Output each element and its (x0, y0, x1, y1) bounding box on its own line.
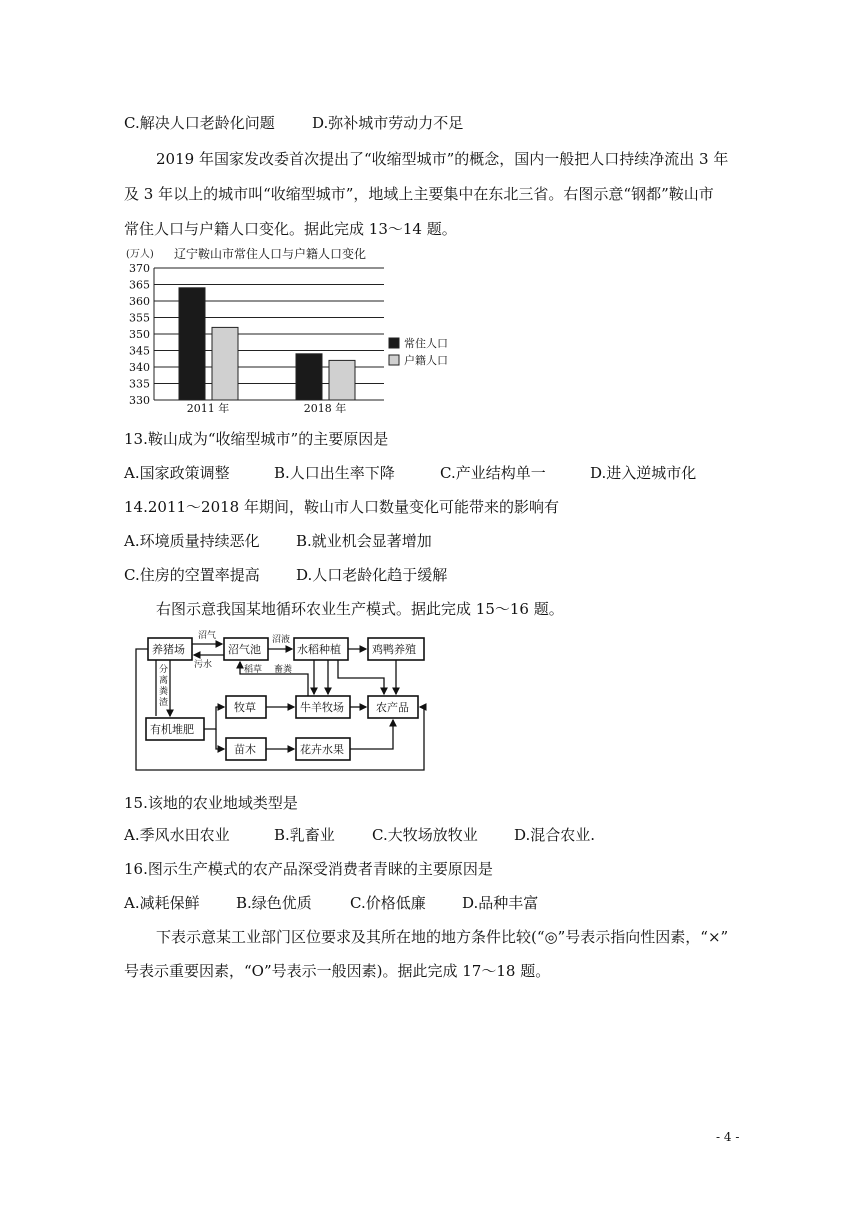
chart-legend (389, 336, 448, 367)
legend-label: 常住人口 (404, 337, 448, 350)
label-straw: 稻草 (244, 665, 263, 675)
y-axis-ticks (129, 262, 150, 407)
label-biogas: 沼气 (198, 631, 217, 641)
y-tick-label: 360 (129, 295, 150, 308)
q13-option-c: C.产业结构单一 (440, 464, 546, 482)
intro-15: 右图示意我国某地循环农业生产模式。据此完成 15～16 题。 (156, 600, 564, 618)
q15-option-c: C.大牧场放牧业 (372, 826, 478, 844)
node-grass: 牧草 (234, 701, 256, 714)
chart-title: 辽宁鞍山市常住人口与户籍人口变化 (174, 247, 367, 261)
y-tick-label: 330 (129, 394, 150, 407)
q15-option-a: A.季风水田农业 (124, 826, 230, 844)
q13-stem: 13.鞍山成为“收缩型城市”的主要原因是 (124, 430, 389, 448)
y-tick-label: 335 (129, 377, 150, 391)
bar-resident-0 (179, 288, 205, 400)
q16-stem: 16.图示生产模式的农产品深受消费者青睐的主要原因是 (124, 860, 493, 878)
q15-option-b: B.乳畜业 (274, 826, 335, 844)
y-tick-label: 345 (129, 344, 150, 358)
node-biogas: 沼气池 (228, 643, 261, 656)
bar-registered-0 (212, 327, 238, 400)
y-tick-label: 370 (129, 262, 150, 275)
node-cattle: 牛羊牧场 (300, 701, 344, 714)
q13-option-d: D.进入逆城市化 (590, 464, 697, 482)
q14-stem: 14.2011～2018 年期间，鞍山市人口数量变化可能带来的影响有 (124, 498, 559, 516)
page-number: - 4 - (716, 1130, 740, 1144)
legend-swatch (389, 338, 399, 348)
chart-unit: (万人) (126, 249, 154, 260)
y-tick-label: 340 (129, 361, 150, 374)
label-separate-manure: 分离粪渣 (159, 665, 169, 708)
legend-swatch (389, 355, 399, 365)
x-tick-label: 2018 年 (303, 402, 347, 413)
legend-label: 户籍人口 (404, 354, 448, 367)
node-flowers: 花卉水果 (300, 743, 344, 756)
bar-resident-1 (296, 354, 322, 400)
intro-13-line1: 2019 年国家发改委首次提出了“收缩型城市”的概念，国内一般把人口持续净流出 3 年 (156, 150, 729, 168)
q13-option-a: A.国家政策调整 (124, 464, 230, 482)
circular-agriculture-diagram (132, 628, 432, 776)
bar-registered-1 (329, 360, 355, 400)
q16-option-d: D.品种丰富 (462, 894, 539, 912)
q14-option-a: A.环境质量持续恶化 (124, 532, 260, 550)
q16-option-c: C.价格低廉 (350, 894, 426, 912)
node-pig-farm: 养猪场 (152, 643, 185, 656)
intro-13-line2: 及 3 年以上的城市叫“收缩型城市”，地域上主要集中在东北三省。右图示意“钢都”鞍山市 (124, 185, 714, 203)
intro-17-line1: 下表示意某工业部门区位要求及其所在地的地方条件比较(“◎”号表示指向性因素，“×” (156, 928, 729, 946)
q16-option-a: A.减耗保鲜 (124, 894, 200, 912)
node-compost: 有机堆肥 (150, 723, 194, 736)
q14-option-c: C.住房的空置率提高 (124, 566, 260, 584)
q14-option-d: D.人口老龄化趋于缓解 (296, 566, 448, 584)
node-products: 农产品 (376, 701, 409, 714)
intro-13-line3: 常住人口与户籍人口变化。据此完成 13～14 题。 (124, 220, 457, 238)
population-bar-chart (124, 243, 464, 413)
y-tick-label: 355 (129, 311, 150, 325)
q13-option-b: B.人口出生率下降 (274, 464, 395, 482)
q16-option-b: B.绿色优质 (236, 894, 312, 912)
intro-17-line2: 号表示重要因素，“O”号表示一般因素)。据此完成 17～18 题。 (124, 962, 551, 980)
node-poultry: 鸡鸭养殖 (372, 643, 416, 656)
label-slurry: 沼液 (272, 635, 291, 645)
label-sewage: 污水 (194, 660, 213, 670)
x-axis-labels (187, 401, 347, 413)
node-seedlings: 苗木 (234, 743, 256, 756)
label-manure: 畜粪 (274, 665, 293, 675)
x-tick-label: 2011 年 (186, 402, 230, 413)
q12-option-c: C.解决人口老龄化问题 (124, 114, 275, 132)
y-tick-label: 350 (129, 328, 150, 341)
q15-option-d: D.混合农业. (514, 826, 596, 844)
q14-option-b: B.就业机会显著增加 (296, 532, 432, 550)
node-rice: 水稻种植 (297, 643, 341, 656)
y-tick-label: 365 (129, 278, 150, 292)
q12-option-d: D.弥补城市劳动力不足 (312, 114, 464, 132)
q15-stem: 15.该地的农业地域类型是 (124, 794, 298, 812)
